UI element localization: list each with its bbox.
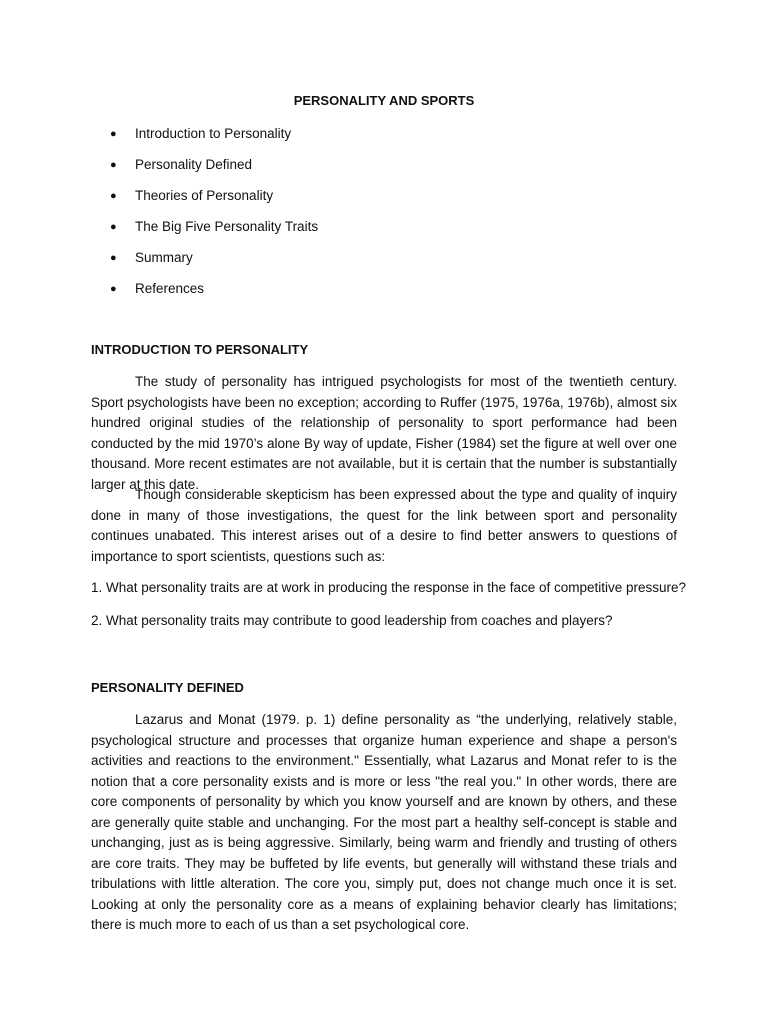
document-title: PERSONALITY AND SPORTS [293, 93, 475, 108]
toc-item [110, 124, 318, 155]
bullet-icon: ● [110, 190, 117, 202]
question-1: 1. What personality traits are at work in producing the response in the face of competitive pressure? [91, 580, 687, 595]
toc-item-label: Personality Defined [135, 157, 253, 172]
toc-item [110, 155, 318, 186]
toc-item [110, 279, 318, 310]
toc-item-label: References [135, 281, 205, 296]
bullet-icon: ● [110, 128, 117, 140]
bullet-icon: ● [110, 252, 117, 264]
intro-paragraph-1: The study of personality has intrigued psychologists for most of the twentieth century. Sport psychologists have been no exception; according to Ruffer (1975, 1976a, 1976b), almost six hundred original studies of the relationship of personality to sport performance had been conducted by the mid 1970’s alone By way of update, Fisher (1984) set the figure at well over one thousand. More recent estimates are not available, but it is certain that the number is substantially larger at this date. [91, 374, 677, 492]
toc-item-label: Summary [135, 250, 193, 265]
section-heading-introduction: INTRODUCTION TO PERSONALITY [91, 342, 309, 357]
section-heading-personality-defined: PERSONALITY DEFINED [91, 680, 244, 695]
bullet-icon: ● [110, 159, 117, 171]
question-2: 2. What personality traits may contribute to good leadership from coaches and players? [91, 613, 613, 628]
toc-item-label: The Big Five Personality Traits [135, 219, 319, 234]
definition-paragraph: Lazarus and Monat (1979. p. 1) define personality as “the underlying, relatively stable, psychological structure and processes that organize human experience and shape a person's activities and reactions to the environment." Essentially, what Lazarus and Monat refer to is the notion that a core personality exists and is more or less "the real you." In other words, there are core components of personality by which you know yourself and are known by others, and these are generally quite stable and unchanging. For the most part a healthy self-concept is stable and unchanging, just as is being aggressive. Similarly, being warm and friendly and trusting of others are core traits. They may be buffeted by life events, but generally will withstand these trials and tribulations with little alteration. The core you, simply put, does not change much once it is set. Looking at only the personality core as a means of explaining behavior clearly has limitations; there is much more to each of us than a set psychological core. [91, 712, 677, 932]
bullet-icon: ● [110, 283, 117, 295]
toc-item [110, 217, 318, 248]
toc-item [110, 186, 318, 217]
toc-item [110, 248, 318, 279]
bullet-icon: ● [110, 221, 117, 233]
toc-item-label: Introduction to Personality [135, 126, 292, 141]
toc-item-label: Theories of Personality [135, 188, 274, 203]
table-of-contents [110, 124, 318, 310]
intro-paragraph-2: Though considerable skepticism has been expressed about the type and quality of inquiry done in many of those investigations, the quest for the link between sport and personality continues unabated. This interest arises out of a desire to find better answers to questions of importance to sport scientists, questions such as: [91, 487, 677, 564]
